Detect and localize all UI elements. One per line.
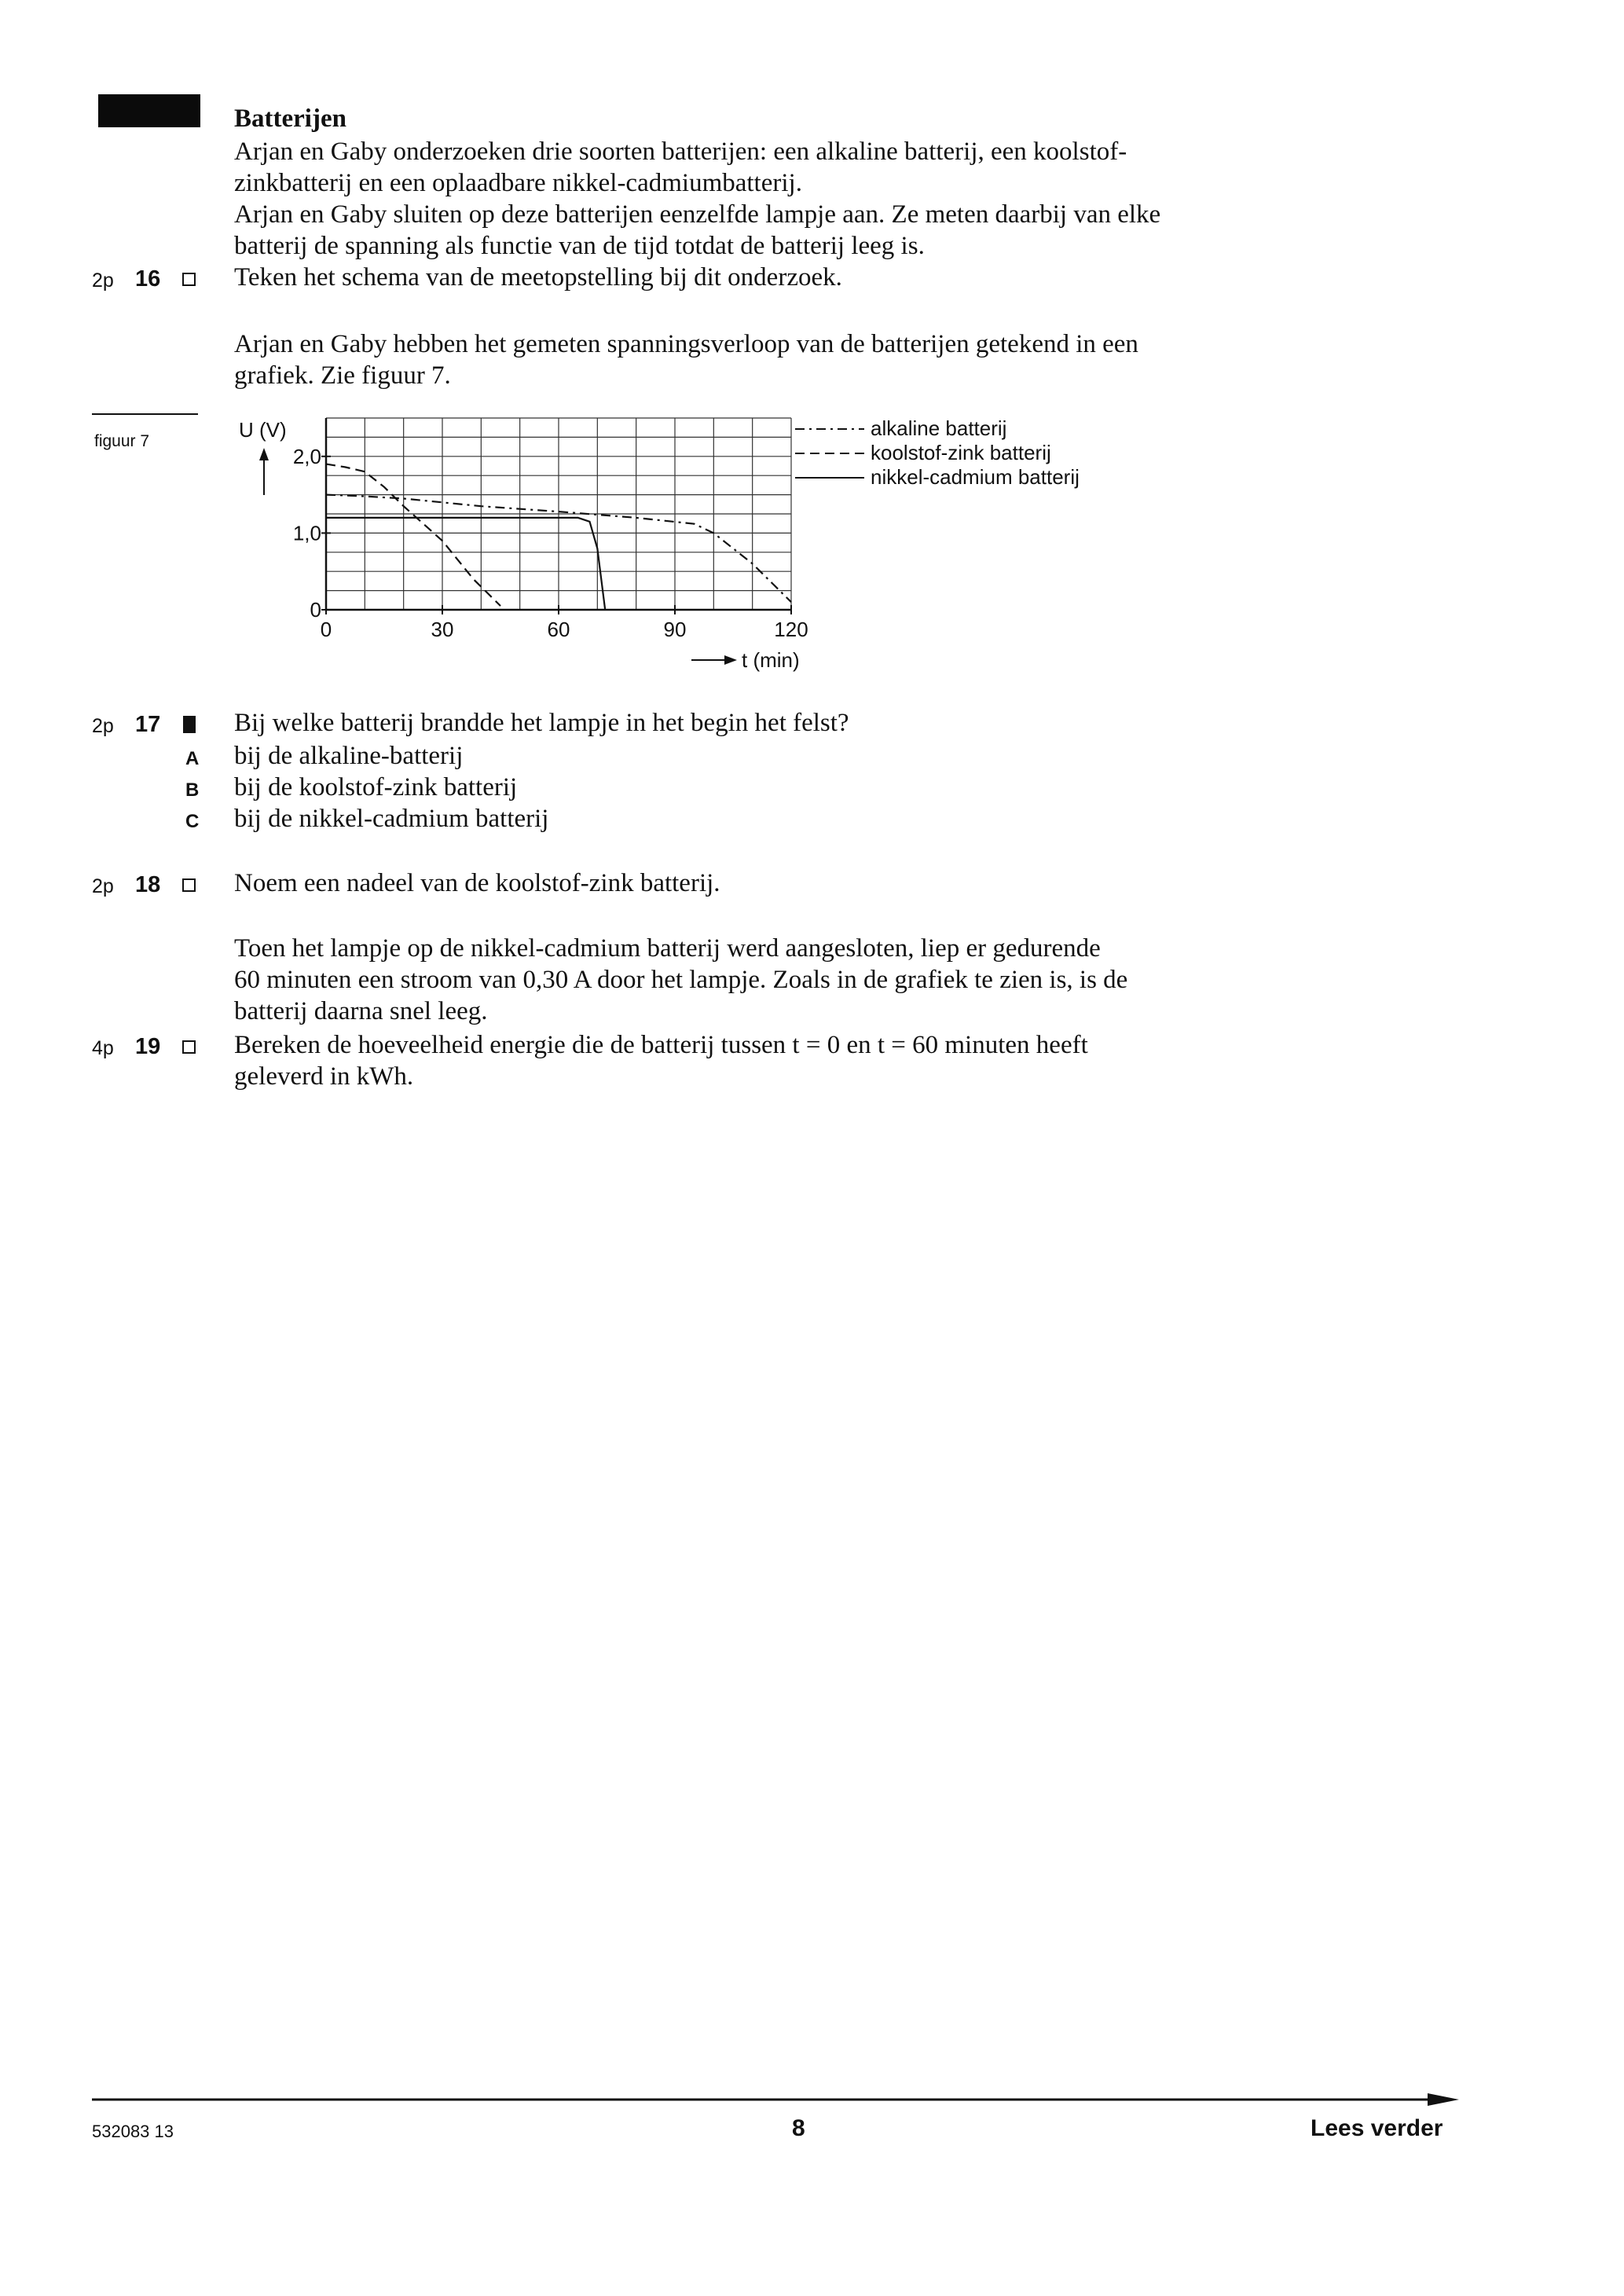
- legend-swatch-dashed: [794, 449, 866, 457]
- voltage-time-chart: [228, 409, 841, 676]
- answer-checkbox[interactable]: [182, 878, 196, 892]
- intro-line: zinkbatterij en een oplaadbare nikkel-cadmiumbatterij.: [234, 169, 802, 197]
- question-text: Bij welke batterij brandde het lampje in het begin het felst?: [234, 709, 849, 737]
- intro-paragraph: [234, 136, 1350, 262]
- answer-checkbox[interactable]: [182, 1040, 196, 1054]
- figure-divider: [92, 413, 198, 415]
- legend-label: alkaline batterij: [871, 416, 1007, 440]
- arrow-right-icon: [1428, 2093, 1459, 2106]
- x-tick-label: 0: [320, 618, 332, 641]
- x-tick-label: 30: [431, 618, 454, 641]
- option-c[interactable]: bij de nikkel-cadmium batterij: [234, 805, 549, 833]
- intro-line: Arjan en Gaby onderzoeken drie soorten batterijen: een alkaline batterij, een koolstof-: [234, 138, 1127, 166]
- graph-intro-paragraph: [234, 328, 1350, 391]
- question-text: [234, 1029, 1350, 1092]
- x-axis-label: t (min): [742, 648, 800, 672]
- page-number: 8: [792, 2115, 805, 2141]
- footer-arrow-rule: [92, 2090, 1459, 2109]
- graph-intro-line: grafiek. Zie figuur 7.: [234, 361, 451, 390]
- next-page-label[interactable]: Lees verder: [1311, 2115, 1443, 2141]
- question-text: Noem een nadeel van de koolstof-zink batterij.: [234, 869, 720, 897]
- intro-line: batterij de spanning als functie van de tijd totdat de batterij leeg is.: [234, 232, 925, 260]
- legend-swatch-solid: [794, 474, 866, 482]
- arrow-right-icon: [724, 655, 737, 665]
- question-number: 17: [135, 712, 161, 737]
- section-marker-block: [98, 94, 200, 127]
- legend-label: nikkel-cadmium batterij: [871, 465, 1080, 489]
- y-tick-label: 2,0: [292, 444, 321, 468]
- graph-intro-line: Arjan en Gaby hebben het gemeten spanningsverloop van de batterijen getekend in een: [234, 330, 1138, 358]
- x-tick-label: 90: [663, 618, 687, 641]
- series-line: [326, 518, 605, 610]
- chart-axes: [259, 418, 791, 665]
- nicd-intro-line: 60 minuten een stroom van 0,30 A door het lampje. Zoals in de grafiek te zien is, is de: [234, 966, 1128, 994]
- option-a[interactable]: bij de alkaline-batterij: [234, 742, 464, 770]
- question-number: 19: [135, 1034, 161, 1059]
- x-tick-label: 120: [774, 618, 808, 641]
- footer-code: 532083 13: [92, 2122, 174, 2141]
- y-tick-label: 0: [310, 598, 321, 622]
- y-tick-label: 1,0: [292, 521, 321, 545]
- option-letter: C: [185, 811, 200, 832]
- filled-marker-icon: [183, 716, 196, 733]
- question-number: 16: [135, 266, 161, 292]
- legend-item-koolstof-zink: [794, 441, 1080, 465]
- figure-label: figuur 7: [94, 432, 150, 450]
- intro-line: Arjan en Gaby sluiten op deze batterijen eenzelfde lampje aan. Ze meten daarbij van elke: [234, 200, 1161, 229]
- x-tick-label: 60: [547, 618, 570, 641]
- points-label: 4p: [92, 1037, 114, 1059]
- section-title: Batterijen: [234, 105, 346, 133]
- points-label: 2p: [92, 875, 114, 897]
- question-line: geleverd in kWh.: [234, 1062, 414, 1091]
- question-line: Bereken de hoeveelheid energie die de batterij tussen t = 0 en t = 60 minuten heeft: [234, 1031, 1088, 1059]
- option-letter: A: [185, 748, 200, 769]
- nicd-intro-line: Toen het lampje op de nikkel-cadmium batterij werd aangesloten, liep er gedurende: [234, 934, 1101, 963]
- option-b[interactable]: bij de koolstof-zink batterij: [234, 773, 518, 801]
- question-text: Teken het schema van de meetopstelling bij dit onderzoek.: [234, 263, 842, 292]
- legend-swatch-dash-dot: [794, 425, 866, 433]
- nicd-intro-paragraph: [234, 933, 1350, 1027]
- option-letter: B: [185, 779, 200, 801]
- y-axis-label: U (V): [239, 418, 287, 442]
- chart-legend: [794, 416, 1080, 490]
- question-number: 18: [135, 872, 161, 897]
- series-line: [326, 464, 500, 607]
- points-label: 2p: [92, 270, 114, 292]
- nicd-intro-line: batterij daarna snel leeg.: [234, 997, 488, 1025]
- legend-item-alkaline: [794, 416, 1080, 441]
- answer-checkbox[interactable]: [182, 273, 196, 286]
- legend-label: koolstof-zink batterij: [871, 441, 1051, 464]
- legend-item-nikkel-cadmium: [794, 465, 1080, 490]
- arrow-up-icon: [259, 448, 269, 460]
- points-label: 2p: [92, 715, 114, 737]
- chart-grid: [326, 418, 791, 610]
